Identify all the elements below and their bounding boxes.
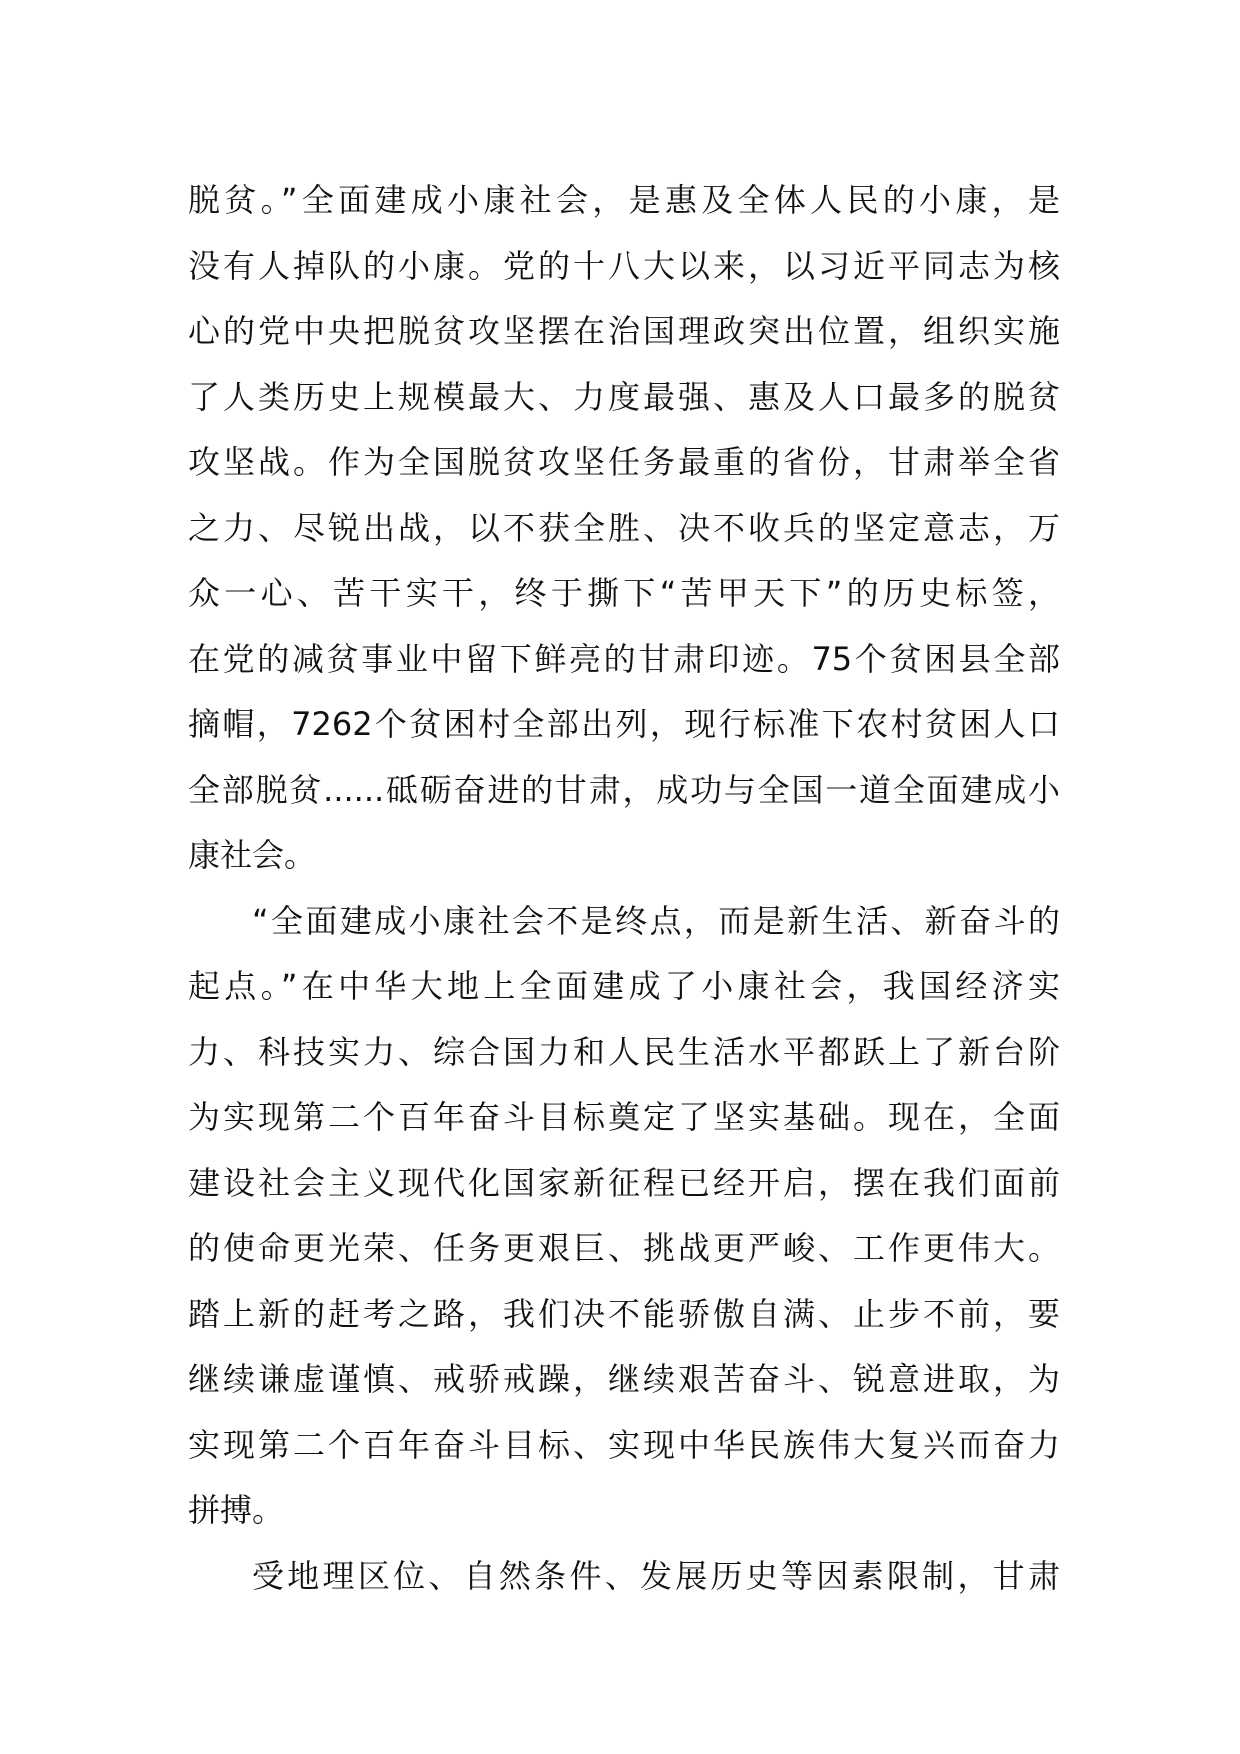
text-line: 受地理区位、自然条件、发展历史等因素限制，甘肃: [252, 1556, 1060, 1595]
text-line: 实现第二个百年奋斗目标、实现中华民族伟大复兴而奋力: [188, 1425, 1060, 1464]
text-line: 攻坚战。作为全国脱贫攻坚任务最重的省份，甘肃举全省: [188, 443, 1060, 481]
paragraph: [188, 1544, 1060, 1610]
text-line: 力、科技实力、综合国力和人民生活水平都跃上了新台阶: [188, 1032, 1060, 1071]
text-line: 起点。”在中华大地上全面建成了小康社会，我国经济实: [188, 967, 1060, 1005]
text-line: 为实现第二个百年奋斗目标奠定了坚实基础。现在，全面: [188, 1098, 1060, 1136]
text-line: 康社会。: [188, 836, 317, 874]
text-line: 建设社会主义现代化国家新征程已经开启，摆在我们面前: [188, 1163, 1060, 1202]
text-line: 踏上新的赶考之路，我们决不能骄傲自满、止步不前，要: [188, 1294, 1060, 1333]
document-body: [188, 168, 1060, 1609]
paragraph: [188, 168, 1060, 889]
text-line: 众一心、苦干实干，终于撕下“苦甲天下”的历史标签，: [188, 574, 1060, 612]
text-line: 之力、尽锐出战，以不获全胜、决不收兵的坚定意志，万: [188, 508, 1060, 547]
text-line: 摘帽，7262个贫困村全部出列，现行标准下农村贫困人口: [188, 705, 1060, 743]
text-line: 心的党中央把脱贫攻坚摆在治国理政突出位置，组织实施: [188, 312, 1060, 350]
paragraph: [188, 889, 1060, 1544]
text-line: 没有人掉队的小康。党的十八大以来，以习近平同志为核: [188, 246, 1060, 285]
text-line: 脱贫。”全面建成小康社会，是惠及全体人民的小康，是: [188, 181, 1060, 219]
text-line: 继续谦虚谨慎、戒骄戒躁，继续艰苦奋斗、锐意进取，为: [188, 1360, 1060, 1398]
text-line: 了人类历史上规模最大、力度最强、惠及人口最多的脱贫: [188, 377, 1060, 416]
text-line: 全部脱贫......砥砺奋进的甘肃，成功与全国一道全面建成小: [188, 770, 1060, 809]
text-line: 在党的减贫事业中留下鲜亮的甘肃印迹。75个贫困县全部: [188, 639, 1060, 678]
text-line: 的使命更光荣、任务更艰巨、挑战更严峻、工作更伟大。: [188, 1229, 1060, 1267]
text-line: 拼搏。: [188, 1491, 285, 1529]
text-line: “全面建成小康社会不是终点，而是新生活、新奋斗的: [252, 901, 1060, 940]
